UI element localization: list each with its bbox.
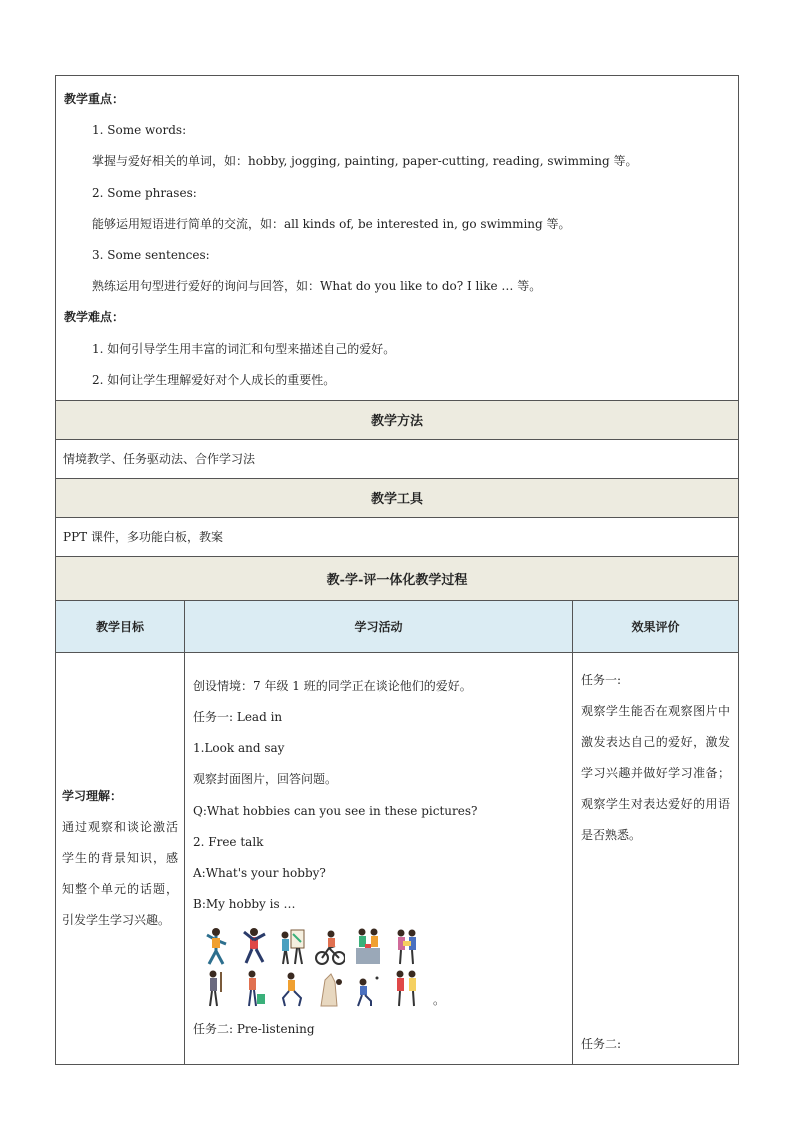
goal-text: 通过观察和谈论激活学生的背景知识，感知整个单元的话题，引发学生学习兴趣。 [62, 819, 178, 927]
goal-title: 学习理解： [62, 788, 123, 803]
hobbies-row-2 [193, 966, 564, 1008]
tools-header-row [56, 478, 739, 517]
activity-task2-title: 任务二: Pre-listening [193, 1022, 315, 1037]
illustration-period: 。 [433, 993, 446, 1008]
phrases-text: 能够运用短语进行简单的交流，如：all kinds of, be interested in, go swimming 等。 [92, 216, 571, 231]
reading-people-icon [391, 926, 421, 966]
activity-dialog-b: B:My hobby is … [193, 897, 296, 912]
words-text: 掌握与爱好相关的单词，如：hobby, jogging, painting, paper-cutting, reading, swimming 等。 [92, 154, 638, 169]
phrases-heading: 2. Some phrases: [92, 185, 197, 200]
eval-task1-title: 任务一: [581, 672, 622, 687]
activity-task1-title: 任务一: Lead in [193, 710, 283, 725]
column-eval: 效果评价 [573, 600, 739, 652]
column-activity: 学习活动 [185, 600, 573, 652]
process-header-row [56, 556, 739, 600]
methods-content-row [56, 439, 739, 478]
eval-task1-text: 观察学生能否在观察图片中激发表达自己的爱好，激发学习兴趣并做好学习准备；观察学生对表达爱好的用语是否熟悉。 [581, 703, 731, 842]
sentences-text: 熟练运用句型进行爱好的询问与回答，如：What do you like to do? I like … 等。 [92, 279, 542, 294]
painting-person-icon [277, 926, 307, 966]
methods-header-row [56, 400, 739, 439]
chatting-people-icon [391, 968, 421, 1008]
tools-content: PPT 课件，多功能白板，教案 [56, 517, 739, 556]
tools-content-row [56, 517, 739, 556]
lesson-plan-page [55, 75, 738, 1065]
activity-context: 创设情境：7 年级 1 班的同学正在谈论他们的爱好。 [193, 678, 472, 693]
process-title: 教-学-评一体化教学过程 [56, 556, 739, 600]
activity-free-talk: 2. Free talk [193, 834, 264, 849]
methods-title: 教学方法 [56, 400, 739, 439]
activity-dialog-a: A:What's your hobby? [193, 866, 326, 880]
tools-title: 教学工具 [56, 478, 739, 517]
eval-task2-title: 任务二: [581, 1036, 622, 1051]
activity-look-and-say: 1.Look and say [193, 741, 285, 756]
jumping-person-icon [239, 926, 269, 966]
eval-cell [573, 652, 739, 1064]
words-heading: 1. Some words: [92, 123, 187, 138]
key-points-row [56, 76, 739, 401]
music-person-icon [201, 968, 231, 1008]
key-points-cell [56, 76, 739, 401]
dancing-person-icon [201, 926, 231, 966]
key-points-title: 教学重点： [64, 92, 125, 106]
difficulty-item-2: 2. 如何让学生理解爱好对个人成长的重要性。 [92, 372, 336, 387]
sentences-heading: 3. Some sentences: [92, 247, 210, 262]
hobbies-illustration [193, 920, 564, 1014]
gardening-person-icon [239, 968, 269, 1008]
hobbies-row-1 [193, 924, 564, 966]
cooking-people-icon [353, 926, 383, 966]
goal-cell [56, 652, 185, 1064]
column-goal: 教学目标 [56, 600, 185, 652]
difficulties-title: 教学难点： [64, 310, 125, 325]
lesson-plan-table [55, 75, 739, 1065]
activity-question: Q:What hobbies can you see in these pictures? [193, 803, 478, 818]
sculpting-person-icon [315, 968, 345, 1008]
activity-cell [185, 652, 573, 1064]
activity-observe: 观察封面图片，回答问题。 [193, 772, 338, 787]
methods-content: 情境教学、任务驱动法、合作学习法 [56, 439, 739, 478]
sitting-person-icon [277, 968, 307, 1008]
process-body-row [56, 652, 739, 1064]
column-header-row [56, 600, 739, 652]
cycling-person-icon [315, 926, 345, 966]
proposing-person-icon [353, 968, 383, 1008]
difficulty-item-1: 1. 如何引导学生用丰富的词汇和句型来描述自己的爱好。 [92, 341, 396, 356]
